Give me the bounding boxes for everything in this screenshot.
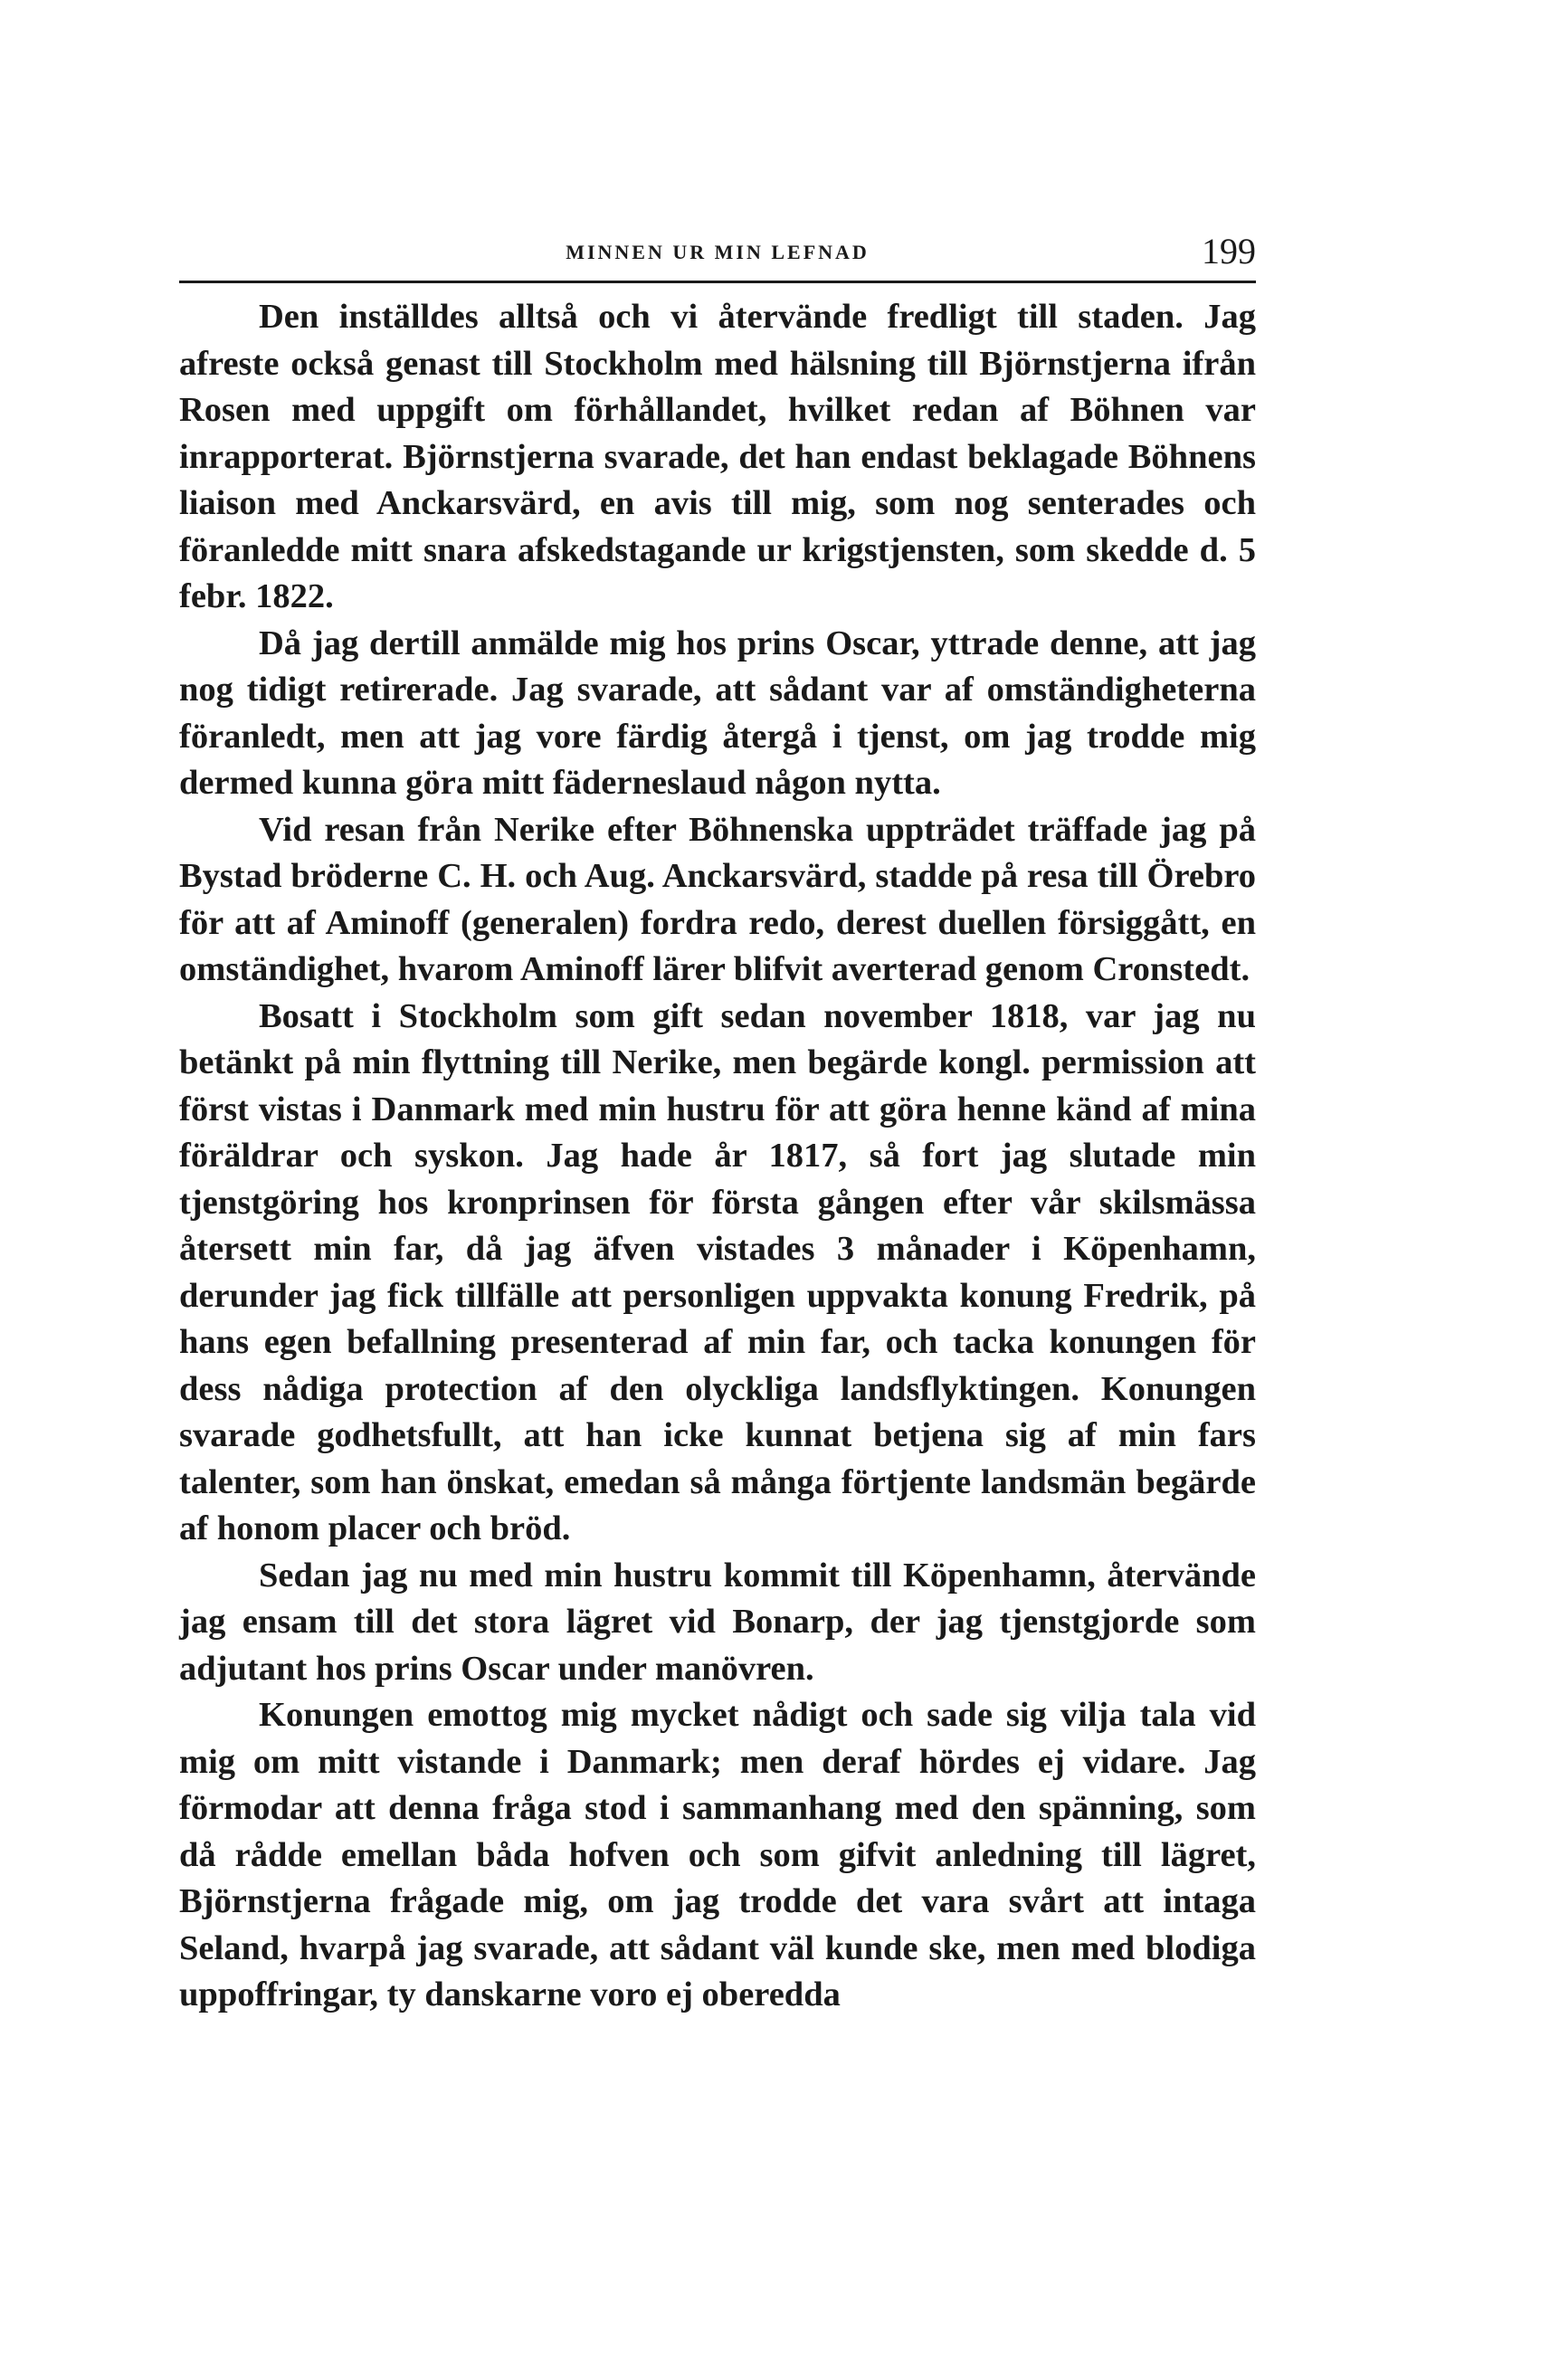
running-head	[179, 226, 1256, 283]
body-text	[179, 294, 1256, 2019]
paragraph: Sedan jag nu med min hustru kommit till Köpenhamn, återvände jag ensam till det stora lägret vid Bonarp, der jag tjenstgjorde som adjutant hos prins Oscar under manövren.	[179, 1556, 1256, 1688]
paragraph: Bosatt i Stockholm som gift sedan november 1818, var jag nu betänkt på min flyttning till Nerike, men begärde kongl. permission att först vistas i Danmark med min hustru för att göra henne känd af mina föräldrar och syskon. Jag hade år 1817, så fort jag slutade min tjenstgöring hos kronprinsen för första gången efter vår skilsmässa återsett min far, då jag äfven vistades 3 månader i Köpenhamn, derunder jag fick tillfälle att personligen uppvakta konung Fredrik, på hans egen befallning presenterad af min far, och tacka konungen för dess nådiga protection af den olyckliga landsflyktingen. Konungen svarade godhetsfullt, att han icke kunnat betjena sig af min fars talenter, som han önskat, emedan så många förtjente landsmän begärde af honom placer och bröd.	[179, 996, 1256, 1547]
paragraph: Konungen emottog mig mycket nådigt och sade sig vilja tala vid mig om mitt vistande i Danmark; men deraf hördes ej vidare. Jag förmodar att denna fråga stod i sammanhang med den spänning, som då rådde emellan båda hofven och som gifvit anledning till lägret, Björnstjerna frågade mig, om jag trodde det vara svårt att intaga Seland, hvarpå jag svarade, att sådant väl kunde ske, men med blodiga uppoffringar, ty danskarne voro ej oberedda	[179, 1696, 1256, 2013]
paragraph: Då jag dertill anmälde mig hos prins Oscar, yttrade denne, att jag nog tidigt retirerade. Jag svarade, att sådant var af omständigheterna föranledt, men att jag vore färdig återgå i tjenst, om jag trodde mig dermed kunna göra mitt fäderneslaud någon nytta.	[179, 624, 1256, 802]
paragraph: Den inställdes alltså och vi återvände fredligt till staden. Jag afreste också genast till Stockholm med hälsning till Björnstjerna ifrån Rosen med uppgift om förhållandet, hvilket redan af Böhnen var inrapporterat. Björnstjerna svarade, det han endast beklagade Böhnens liaison med Anckarsvärd, en avis till mig, som nog senterades och föranledde mitt snara afskedstagande ur krigstjensten, som skedde d. 5 febr. 1822.	[179, 298, 1256, 615]
page-number: 199	[1202, 231, 1256, 271]
running-title: MINNEN UR MIN LEFNAD	[566, 241, 870, 263]
paragraph: Vid resan från Nerike efter Böhnenska uppträdet träffade jag på Bystad bröderne C. H. och Aug. Anckarsvärd, stadde på resa till Örebro för att af Aminoff (generalen) fordra redo, derest duellen försiggått, en omständighet, hvarom Aminoff lärer blifvit averterad genom Cronstedt.	[179, 810, 1256, 988]
